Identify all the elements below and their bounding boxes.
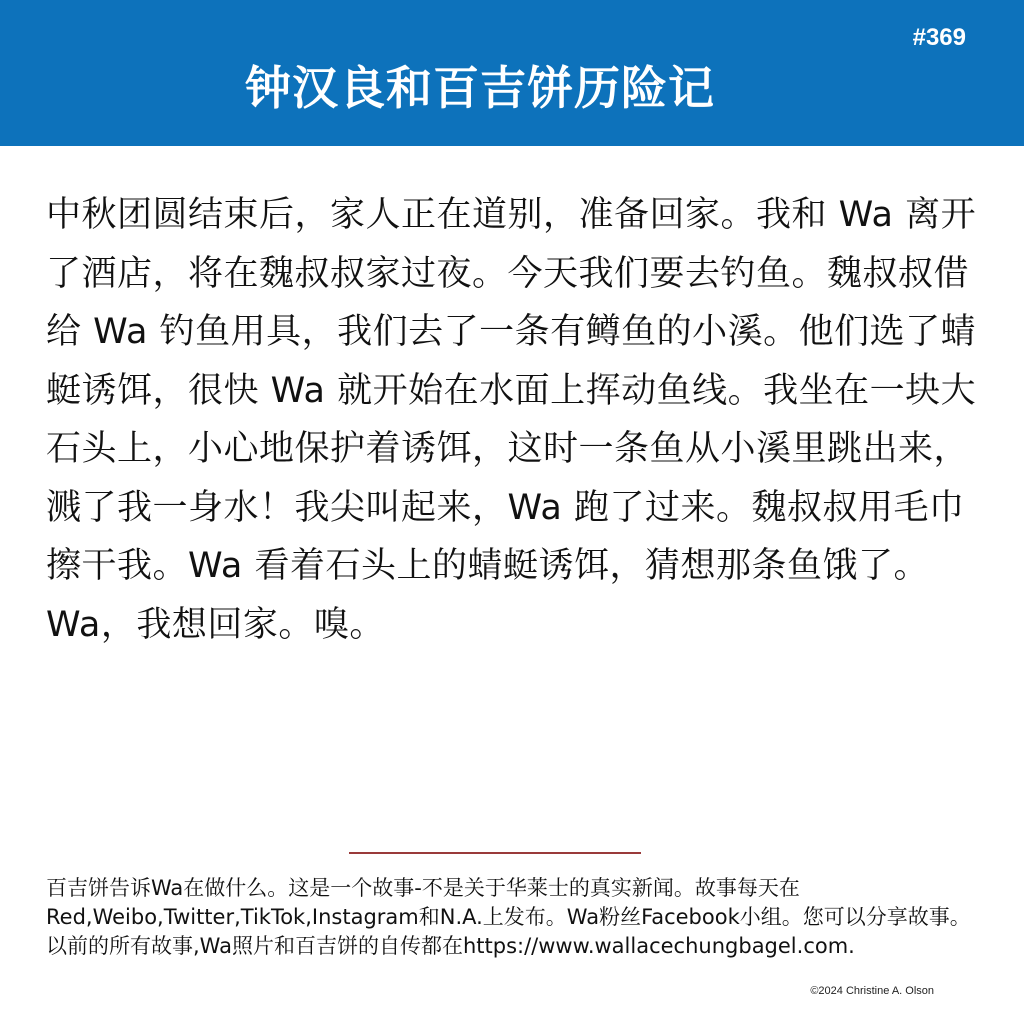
footer-note: 百吉饼告诉Wa在做什么。这是一个故事-不是关于华莱士的真实新闻。故事每天在Red,Weibo,Twitter,TikTok,Instagram和N.A.上发布。Wa粉丝Facebook小组。您可以分享故事。以前的所有故事,Wa照片和百吉饼的自传都在https://www.wallacechungbagel.com. [46, 876, 971, 958]
episode-number: #369 [912, 24, 966, 51]
page-title: 钟汉良和百吉饼历险记 [245, 61, 715, 115]
story-text: 中秋团圆结束后，家人正在道别，准备回家。我和 Wa 离开了酒店，将在魏叔叔家过夜。今天我们要去钓鱼。魏叔叔借给 Wa 钓鱼用具，我们去了一条有鳟鱼的小溪。他们选了蜻蜓诱饵，很快 Wa 就开始在水面上挥动鱼线。我坐在一块大石头上，小心地保护着诱饵，这时一条鱼从小溪里跳出来，溅了我一身水！我尖叫起来，Wa 跑了过来。魏叔叔用毛巾擦干我。Wa 看着石头上的蜻蜓诱饵，猜想那条鱼饿了。Wa，我想回家。嗅。 [46, 195, 977, 645]
header-banner [0, 0, 1024, 146]
copyright-notice: ©2024 Christine A. Olson [810, 985, 934, 997]
divider-line [349, 852, 641, 854]
